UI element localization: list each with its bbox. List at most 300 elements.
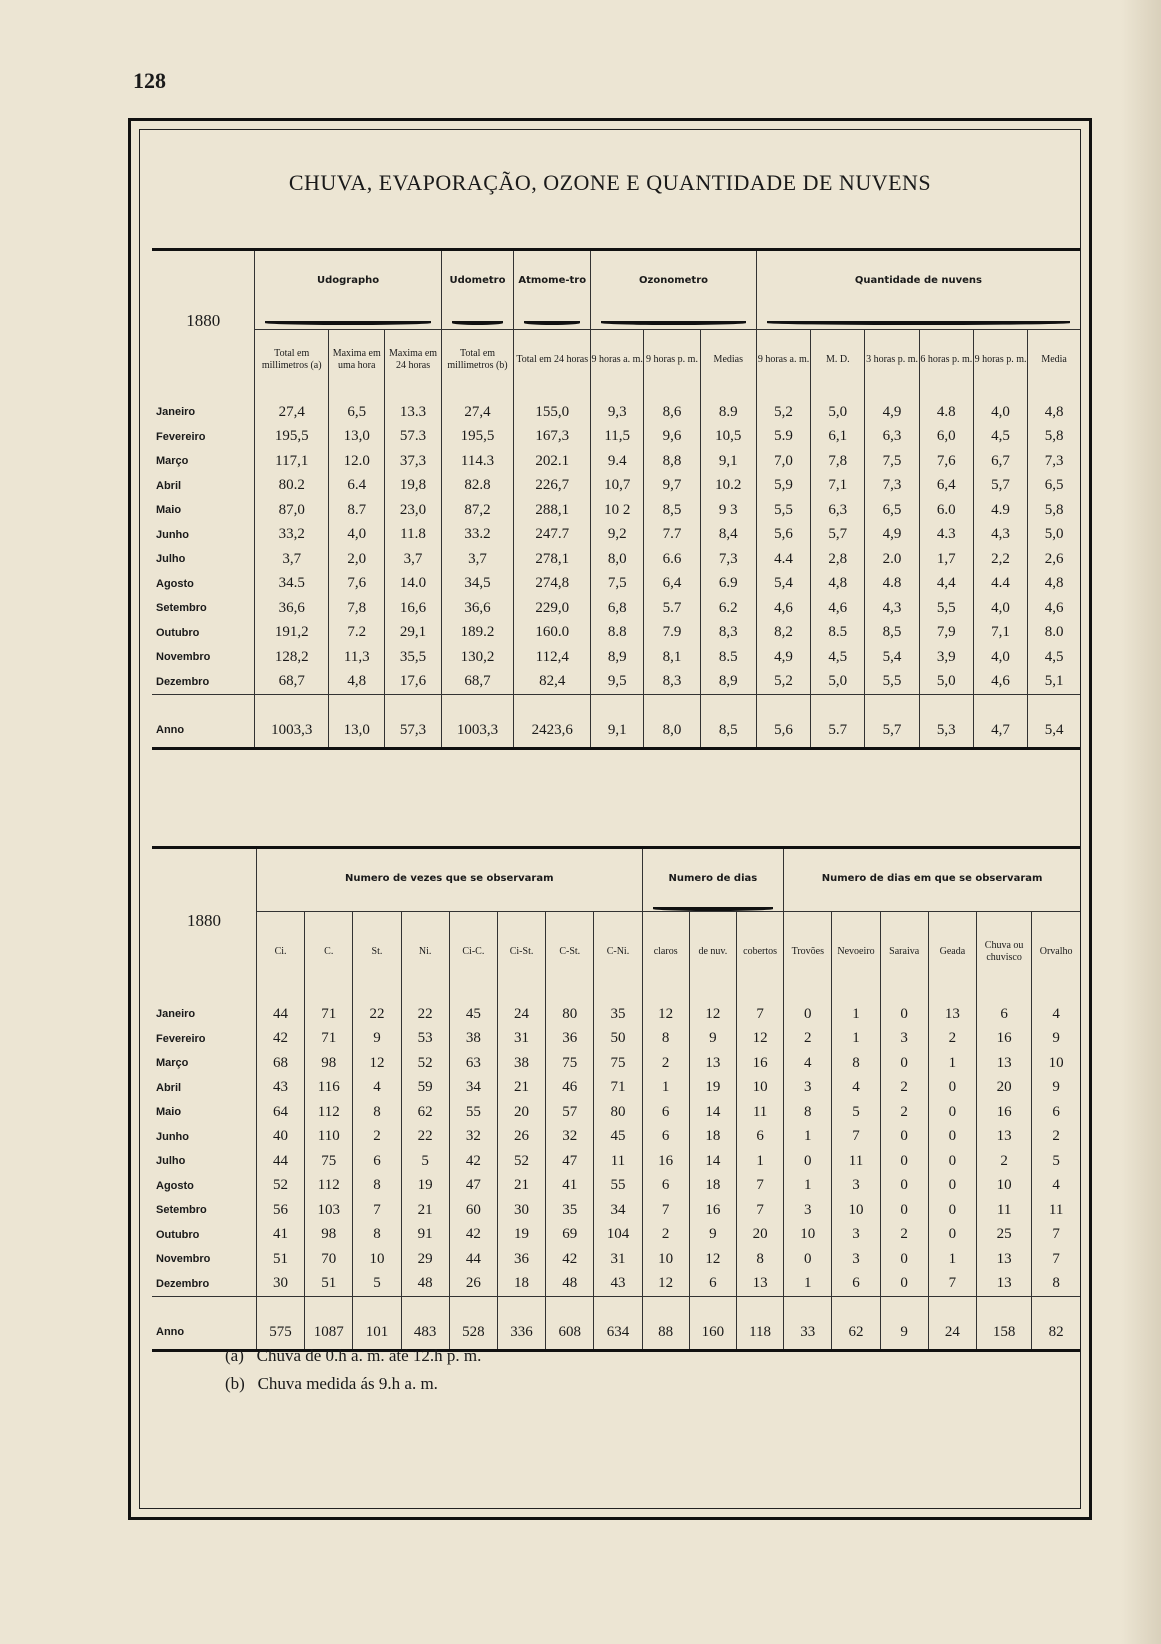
table-cell: 118 bbox=[736, 1297, 783, 1351]
table-cell: 27,4 bbox=[441, 390, 514, 425]
table-cell: 8,9 bbox=[700, 670, 756, 695]
column-header: Medias bbox=[700, 330, 756, 391]
month-label: Abril bbox=[156, 479, 182, 492]
table-cell: 19,8 bbox=[385, 474, 441, 499]
table-cell: 3 bbox=[832, 1247, 880, 1272]
footnote-b bbox=[225, 1370, 481, 1398]
group-header: Numero de dias em que se observaram bbox=[784, 848, 1080, 908]
table-cell: 34.5 bbox=[255, 572, 329, 597]
table-cell: 19 bbox=[497, 1223, 545, 1248]
table-cell: 9,7 bbox=[644, 474, 700, 499]
table-cell: 5,0 bbox=[811, 670, 865, 695]
table-cell: 167,3 bbox=[514, 425, 591, 450]
table-cell: 6.0 bbox=[919, 498, 973, 523]
table-cell: 0 bbox=[928, 1149, 976, 1174]
table-cell: 57 bbox=[546, 1100, 594, 1125]
table-cell: 634 bbox=[594, 1297, 642, 1351]
table-row bbox=[152, 992, 1080, 1027]
table-cell: 2 bbox=[880, 1100, 928, 1125]
column-header: Ci. bbox=[256, 912, 304, 993]
table-row bbox=[152, 1272, 1080, 1297]
column-header: Media bbox=[1028, 330, 1080, 391]
table-cell: 4 bbox=[784, 1051, 832, 1076]
table-cell: 8.5 bbox=[811, 621, 865, 646]
month-label: Fevereiro bbox=[156, 430, 206, 443]
table-cell: 3,9 bbox=[919, 645, 973, 670]
table-cell: 7,3 bbox=[700, 547, 756, 572]
month-label: Novembro bbox=[156, 1253, 211, 1266]
table-cell: 25 bbox=[976, 1223, 1031, 1248]
table-row bbox=[152, 1174, 1080, 1199]
table-cell: 48 bbox=[401, 1272, 449, 1297]
column-header: 3 horas p. m. bbox=[865, 330, 919, 391]
table-cell: 71 bbox=[305, 1027, 353, 1052]
table-cell: 4,6 bbox=[756, 596, 810, 621]
month-label: Fevereiro bbox=[156, 1032, 206, 1045]
table-row bbox=[152, 449, 1080, 474]
column-header: claros bbox=[642, 912, 689, 993]
table-cell: 62 bbox=[832, 1297, 880, 1351]
table-cell: 7 bbox=[736, 1174, 783, 1199]
table-cell: 20 bbox=[736, 1223, 783, 1248]
table-cell: 11 bbox=[1032, 1198, 1080, 1223]
table-cell: 4,3 bbox=[973, 523, 1027, 548]
table-cell: 9 bbox=[689, 1027, 736, 1052]
table-cell: 226,7 bbox=[514, 474, 591, 499]
column-header: Orvalho bbox=[1032, 912, 1080, 993]
table-cell: 5,6 bbox=[756, 523, 810, 548]
table-cell: 189.2 bbox=[441, 621, 514, 646]
column-header: cobertos bbox=[736, 912, 783, 993]
month-label: Janeiro bbox=[156, 1008, 196, 1021]
table-cell: 50 bbox=[594, 1027, 642, 1052]
table-cell: 4,5 bbox=[1028, 645, 1080, 670]
table-cell: 0 bbox=[928, 1223, 976, 1248]
table-cell: 80.2 bbox=[255, 474, 329, 499]
table-cell: 3 bbox=[832, 1174, 880, 1199]
table-cell: 4,9 bbox=[865, 390, 919, 425]
table-cell: 21 bbox=[497, 1174, 545, 1199]
table-row bbox=[152, 425, 1080, 450]
year-header: 1880 bbox=[186, 910, 221, 930]
column-header: M. D. bbox=[811, 330, 865, 391]
footnotes bbox=[225, 1342, 481, 1398]
table-cell: 6 bbox=[689, 1272, 736, 1297]
table-cell: 9.4 bbox=[591, 449, 644, 474]
table-cell: 6,8 bbox=[591, 596, 644, 621]
table-cell: 5,5 bbox=[756, 498, 810, 523]
page-title: CHUVA, EVAPORAÇÃO, OZONE E QUANTIDADE DE NUVENS bbox=[288, 170, 932, 195]
table-cell: 19 bbox=[401, 1174, 449, 1199]
column-header: Trovões bbox=[784, 912, 832, 993]
table-cell: 16 bbox=[689, 1198, 736, 1223]
table-cell: 44 bbox=[256, 992, 304, 1027]
table-cell: 5,0 bbox=[1028, 523, 1080, 548]
table-cell: 56 bbox=[256, 1198, 304, 1223]
table-cell: 195,5 bbox=[441, 425, 514, 450]
table-cell: 40 bbox=[256, 1125, 304, 1150]
table-cell: 0 bbox=[784, 1247, 832, 1272]
table-cell: 6 bbox=[642, 1100, 689, 1125]
table-cell: 2 bbox=[976, 1149, 1031, 1174]
table-cell: 18 bbox=[497, 1272, 545, 1297]
table-frame-inner bbox=[139, 129, 1081, 1509]
table-cell: 0 bbox=[880, 1174, 928, 1199]
table-cell: 5.9 bbox=[756, 425, 810, 450]
table-cell: 6,5 bbox=[329, 390, 385, 425]
table-cell: 11,3 bbox=[329, 645, 385, 670]
table-cell: 4 bbox=[832, 1076, 880, 1101]
month-label: Setembro bbox=[156, 602, 207, 615]
table-cell: 7.9 bbox=[644, 621, 700, 646]
table-cell: 2,8 bbox=[811, 547, 865, 572]
table-cell: 1,7 bbox=[919, 547, 973, 572]
table-cell: 0 bbox=[880, 1149, 928, 1174]
table-cell: 52 bbox=[256, 1174, 304, 1199]
table-cell: 336 bbox=[497, 1297, 545, 1351]
table-cell: 4 bbox=[1032, 992, 1080, 1027]
table-cell: 36,6 bbox=[255, 596, 329, 621]
table-cell: 4.4 bbox=[973, 572, 1027, 597]
month-label: Novembro bbox=[156, 651, 211, 664]
table-cell: 3,7 bbox=[441, 547, 514, 572]
table-cell: 2,0 bbox=[329, 547, 385, 572]
table-cell: 9 3 bbox=[700, 498, 756, 523]
group-header: Numero de dias bbox=[642, 848, 784, 908]
table-cell: 9 bbox=[353, 1027, 401, 1052]
column-header: 9 horas a. m. bbox=[756, 330, 810, 391]
table-cell: 6 bbox=[1032, 1100, 1080, 1125]
table-cell: 6,1 bbox=[811, 425, 865, 450]
table-cell: 1 bbox=[928, 1051, 976, 1076]
table-cell: 55 bbox=[449, 1100, 497, 1125]
table-cell: 12 bbox=[642, 992, 689, 1027]
table-cell: 69 bbox=[546, 1223, 594, 1248]
table-cell: 116 bbox=[305, 1076, 353, 1101]
table-cell: 91 bbox=[401, 1223, 449, 1248]
table-cell: 274,8 bbox=[514, 572, 591, 597]
table-cell: 5,8 bbox=[1028, 498, 1080, 523]
group-header: Numero de vezes que se observaram bbox=[256, 848, 642, 908]
table-cell: 4,3 bbox=[865, 596, 919, 621]
table-cell: 41 bbox=[546, 1174, 594, 1199]
table-cell: 5,1 bbox=[1028, 670, 1080, 695]
table-cell: 59 bbox=[401, 1076, 449, 1101]
table-cell: 0 bbox=[880, 1198, 928, 1223]
table-cell: 34 bbox=[594, 1198, 642, 1223]
table-cell: 8,5 bbox=[644, 498, 700, 523]
table-cell: 45 bbox=[594, 1125, 642, 1150]
table-cell: 5,7 bbox=[973, 474, 1027, 499]
column-header: 9 horas p. m. bbox=[644, 330, 700, 391]
table-cell: 12 bbox=[353, 1051, 401, 1076]
table-cell: 247.7 bbox=[514, 523, 591, 548]
table-cell: 7,6 bbox=[919, 449, 973, 474]
table-cell: 6 bbox=[642, 1125, 689, 1150]
table-cell: 1 bbox=[928, 1247, 976, 1272]
table-cell: 8 bbox=[832, 1051, 880, 1076]
month-label: Junho bbox=[156, 528, 189, 541]
table-cell: 37,3 bbox=[385, 449, 441, 474]
table-cell: 64 bbox=[256, 1100, 304, 1125]
table-cell: 87,2 bbox=[441, 498, 514, 523]
table-cell: 160.0 bbox=[514, 621, 591, 646]
month-label: Julho bbox=[156, 1155, 186, 1168]
table-cell: 288,1 bbox=[514, 498, 591, 523]
table-cell: 575 bbox=[256, 1297, 304, 1351]
table-cell: 43 bbox=[256, 1076, 304, 1101]
table-cell: 10,7 bbox=[591, 474, 644, 499]
table-cell: 2 bbox=[353, 1125, 401, 1150]
table-cell: 11,5 bbox=[591, 425, 644, 450]
table-cell: 8,9 bbox=[591, 645, 644, 670]
table-cell: 21 bbox=[497, 1076, 545, 1101]
table-cell: 155,0 bbox=[514, 390, 591, 425]
table-cell: 5 bbox=[401, 1149, 449, 1174]
table-cell: 8 bbox=[353, 1174, 401, 1199]
table-cell: 2 bbox=[880, 1076, 928, 1101]
table-cell: 82 bbox=[1032, 1297, 1080, 1351]
table-cell: 0 bbox=[928, 1174, 976, 1199]
table-cell: 10 bbox=[1032, 1051, 1080, 1076]
page-number: 128 bbox=[133, 68, 166, 93]
table-cell: 8,5 bbox=[700, 695, 756, 749]
table-cell: 112,4 bbox=[514, 645, 591, 670]
table-cell: 14 bbox=[689, 1149, 736, 1174]
table-cell: 528 bbox=[449, 1297, 497, 1351]
table-cell: 42 bbox=[256, 1027, 304, 1052]
table-cell: 0 bbox=[784, 992, 832, 1027]
table-cell: 7,9 bbox=[919, 621, 973, 646]
table-cell: 7 bbox=[832, 1125, 880, 1150]
table-cell: 88 bbox=[642, 1297, 689, 1351]
table-cell: 12 bbox=[689, 992, 736, 1027]
table-cell: 18 bbox=[689, 1125, 736, 1150]
table-row bbox=[152, 1198, 1080, 1223]
table-cell: 0 bbox=[880, 1125, 928, 1150]
table-cell: 44 bbox=[256, 1149, 304, 1174]
month-label: Abril bbox=[156, 1081, 182, 1094]
table-cell: 10 bbox=[784, 1223, 832, 1248]
table-cell: 483 bbox=[401, 1297, 449, 1351]
table-cell: 87,0 bbox=[255, 498, 329, 523]
table-cell: 13 bbox=[976, 1272, 1031, 1297]
table-row bbox=[152, 1076, 1080, 1101]
table-cell: 70 bbox=[305, 1247, 353, 1272]
table-cell: 11 bbox=[976, 1198, 1031, 1223]
month-label: Agosto bbox=[156, 1179, 194, 1192]
table-cell: 48 bbox=[546, 1272, 594, 1297]
table-cell: 128,2 bbox=[255, 645, 329, 670]
table-cell: 6 bbox=[736, 1125, 783, 1150]
table-cell: 68 bbox=[256, 1051, 304, 1076]
table-cell: 16 bbox=[976, 1027, 1031, 1052]
table-cell: 44 bbox=[449, 1247, 497, 1272]
table-cell: 47 bbox=[546, 1149, 594, 1174]
table-cell: 9,2 bbox=[591, 523, 644, 548]
table-cell: 2,2 bbox=[973, 547, 1027, 572]
table-cell: 11 bbox=[736, 1100, 783, 1125]
table-cell: 34 bbox=[449, 1076, 497, 1101]
table-cell: 35,5 bbox=[385, 645, 441, 670]
table-cell: 5,5 bbox=[865, 670, 919, 695]
column-header: Ci-C. bbox=[449, 912, 497, 993]
brace-divider bbox=[255, 309, 441, 330]
month-label: Dezembro bbox=[156, 675, 210, 688]
table-cell: 8,0 bbox=[644, 695, 700, 749]
table-row bbox=[152, 1100, 1080, 1125]
table-cell: 8,0 bbox=[591, 547, 644, 572]
table-cell: 35 bbox=[546, 1198, 594, 1223]
table-row bbox=[152, 596, 1080, 621]
table-cell: 6.2 bbox=[700, 596, 756, 621]
table-cell: 7,6 bbox=[329, 572, 385, 597]
table-cell: 9,6 bbox=[644, 425, 700, 450]
table-cell: 6,3 bbox=[811, 498, 865, 523]
column-header: Nevoeiro bbox=[832, 912, 880, 993]
table-cell: 0 bbox=[880, 1247, 928, 1272]
table-cell: 4,8 bbox=[329, 670, 385, 695]
table-cell: 80 bbox=[546, 992, 594, 1027]
table-cell: 11 bbox=[832, 1149, 880, 1174]
table-cell: 10 bbox=[976, 1174, 1031, 1199]
table-cell: 71 bbox=[305, 992, 353, 1027]
brace-divider bbox=[441, 309, 514, 330]
table-cell: 17,6 bbox=[385, 670, 441, 695]
table-cell: 4.9 bbox=[973, 498, 1027, 523]
table-cell: 8,2 bbox=[756, 621, 810, 646]
table-cell: 68,7 bbox=[441, 670, 514, 695]
brace-divider bbox=[756, 309, 1080, 330]
footnote-text: Chuva de 0.h a. m. até 12.h p. m. bbox=[256, 1346, 482, 1365]
column-header: Total em 24 horas bbox=[514, 330, 591, 391]
table-cell: 7,1 bbox=[811, 474, 865, 499]
table-cell: 7 bbox=[736, 992, 783, 1027]
month-label: Setembro bbox=[156, 1204, 207, 1217]
table-cell: 4 bbox=[1032, 1174, 1080, 1199]
table-cell: 29,1 bbox=[385, 621, 441, 646]
column-header: Geada bbox=[928, 912, 976, 993]
column-header: Maxima em 24 horas bbox=[385, 330, 441, 391]
table-cell: 22 bbox=[401, 992, 449, 1027]
table-cell: 42 bbox=[546, 1247, 594, 1272]
table-cell: 4.8 bbox=[865, 572, 919, 597]
table-cell: 0 bbox=[880, 992, 928, 1027]
table-cell: 4,5 bbox=[973, 425, 1027, 450]
table-cell: 33 bbox=[784, 1297, 832, 1351]
table-cell: 13 bbox=[689, 1051, 736, 1076]
table-cell: 24 bbox=[928, 1297, 976, 1351]
table-cell: 8 bbox=[353, 1223, 401, 1248]
table-cell: 30 bbox=[497, 1198, 545, 1223]
table-cell: 7,8 bbox=[811, 449, 865, 474]
table-cell: 8 bbox=[736, 1247, 783, 1272]
table-cell: 0 bbox=[928, 1076, 976, 1101]
table-cell: 5,6 bbox=[756, 695, 810, 749]
table-cell: 38 bbox=[449, 1027, 497, 1052]
table-cell: 5,0 bbox=[919, 670, 973, 695]
table-cell: 2.0 bbox=[865, 547, 919, 572]
table-cell: 11.8 bbox=[385, 523, 441, 548]
table-cell: 26 bbox=[497, 1125, 545, 1150]
table-row bbox=[152, 572, 1080, 597]
table-cell: 14 bbox=[689, 1100, 736, 1125]
table-cell: 114.3 bbox=[441, 449, 514, 474]
table-cell: 6,3 bbox=[865, 425, 919, 450]
table-cell: 3 bbox=[832, 1223, 880, 1248]
table-cell: 16 bbox=[976, 1100, 1031, 1125]
table-cell: 7 bbox=[736, 1198, 783, 1223]
table-cell: 12.0 bbox=[329, 449, 385, 474]
table-cell: 7.2 bbox=[329, 621, 385, 646]
table-cell: 21 bbox=[401, 1198, 449, 1223]
table-cell: 16,6 bbox=[385, 596, 441, 621]
table-cell: 4,6 bbox=[811, 596, 865, 621]
table-cell: 13 bbox=[976, 1125, 1031, 1150]
month-label: Março bbox=[156, 455, 189, 468]
month-label: Anno bbox=[152, 1297, 256, 1351]
table-cell: 16 bbox=[736, 1051, 783, 1076]
table-cell: 5,8 bbox=[1028, 425, 1080, 450]
table-cell: 9,3 bbox=[591, 390, 644, 425]
table-cell: 10 bbox=[353, 1247, 401, 1272]
table-row bbox=[152, 523, 1080, 548]
table-cell: 8.8 bbox=[591, 621, 644, 646]
table-cell: 80 bbox=[594, 1100, 642, 1125]
table-cell: 9,5 bbox=[591, 670, 644, 695]
table-cell: 18 bbox=[689, 1174, 736, 1199]
table-cell: 2 bbox=[642, 1223, 689, 1248]
column-header: 6 horas p. m. bbox=[919, 330, 973, 391]
table-cell: 4,0 bbox=[329, 523, 385, 548]
table-cell: 5,5 bbox=[919, 596, 973, 621]
table-row bbox=[152, 645, 1080, 670]
column-header: 9 horas p. m. bbox=[973, 330, 1027, 391]
table-cell: 9 bbox=[880, 1297, 928, 1351]
table-cell: 229,0 bbox=[514, 596, 591, 621]
table-row bbox=[152, 474, 1080, 499]
table-cell: 7,5 bbox=[865, 449, 919, 474]
table-cell: 8 bbox=[784, 1100, 832, 1125]
month-label: Maio bbox=[156, 504, 182, 517]
table-cell: 5,2 bbox=[756, 390, 810, 425]
year-header: 1880 bbox=[186, 310, 221, 330]
table-cell: 8,8 bbox=[644, 449, 700, 474]
table-cell: 4,0 bbox=[973, 645, 1027, 670]
table-cell: 1003,3 bbox=[441, 695, 514, 749]
table-cell: 8.9 bbox=[700, 390, 756, 425]
table-cell: 22 bbox=[353, 992, 401, 1027]
table-cell: 7,3 bbox=[865, 474, 919, 499]
table-cell: 8 bbox=[353, 1100, 401, 1125]
table-cell: 608 bbox=[546, 1297, 594, 1351]
table-cell: 12 bbox=[689, 1247, 736, 1272]
table-cell: 1 bbox=[784, 1125, 832, 1150]
table-cell: 32 bbox=[449, 1125, 497, 1150]
table-cell: 6 bbox=[642, 1174, 689, 1199]
table-cell: 1 bbox=[736, 1149, 783, 1174]
month-label: Outubro bbox=[156, 1228, 200, 1241]
table-cell: 11 bbox=[594, 1149, 642, 1174]
table-cell: 8 bbox=[642, 1027, 689, 1052]
table-cell: 42 bbox=[449, 1149, 497, 1174]
table-cell: 12 bbox=[642, 1272, 689, 1297]
column-header: Ni. bbox=[401, 912, 449, 993]
clouds-days-table bbox=[152, 846, 1080, 1352]
column-header: St. bbox=[353, 912, 401, 993]
table-cell: 45 bbox=[449, 992, 497, 1027]
table-cell: 6,5 bbox=[865, 498, 919, 523]
